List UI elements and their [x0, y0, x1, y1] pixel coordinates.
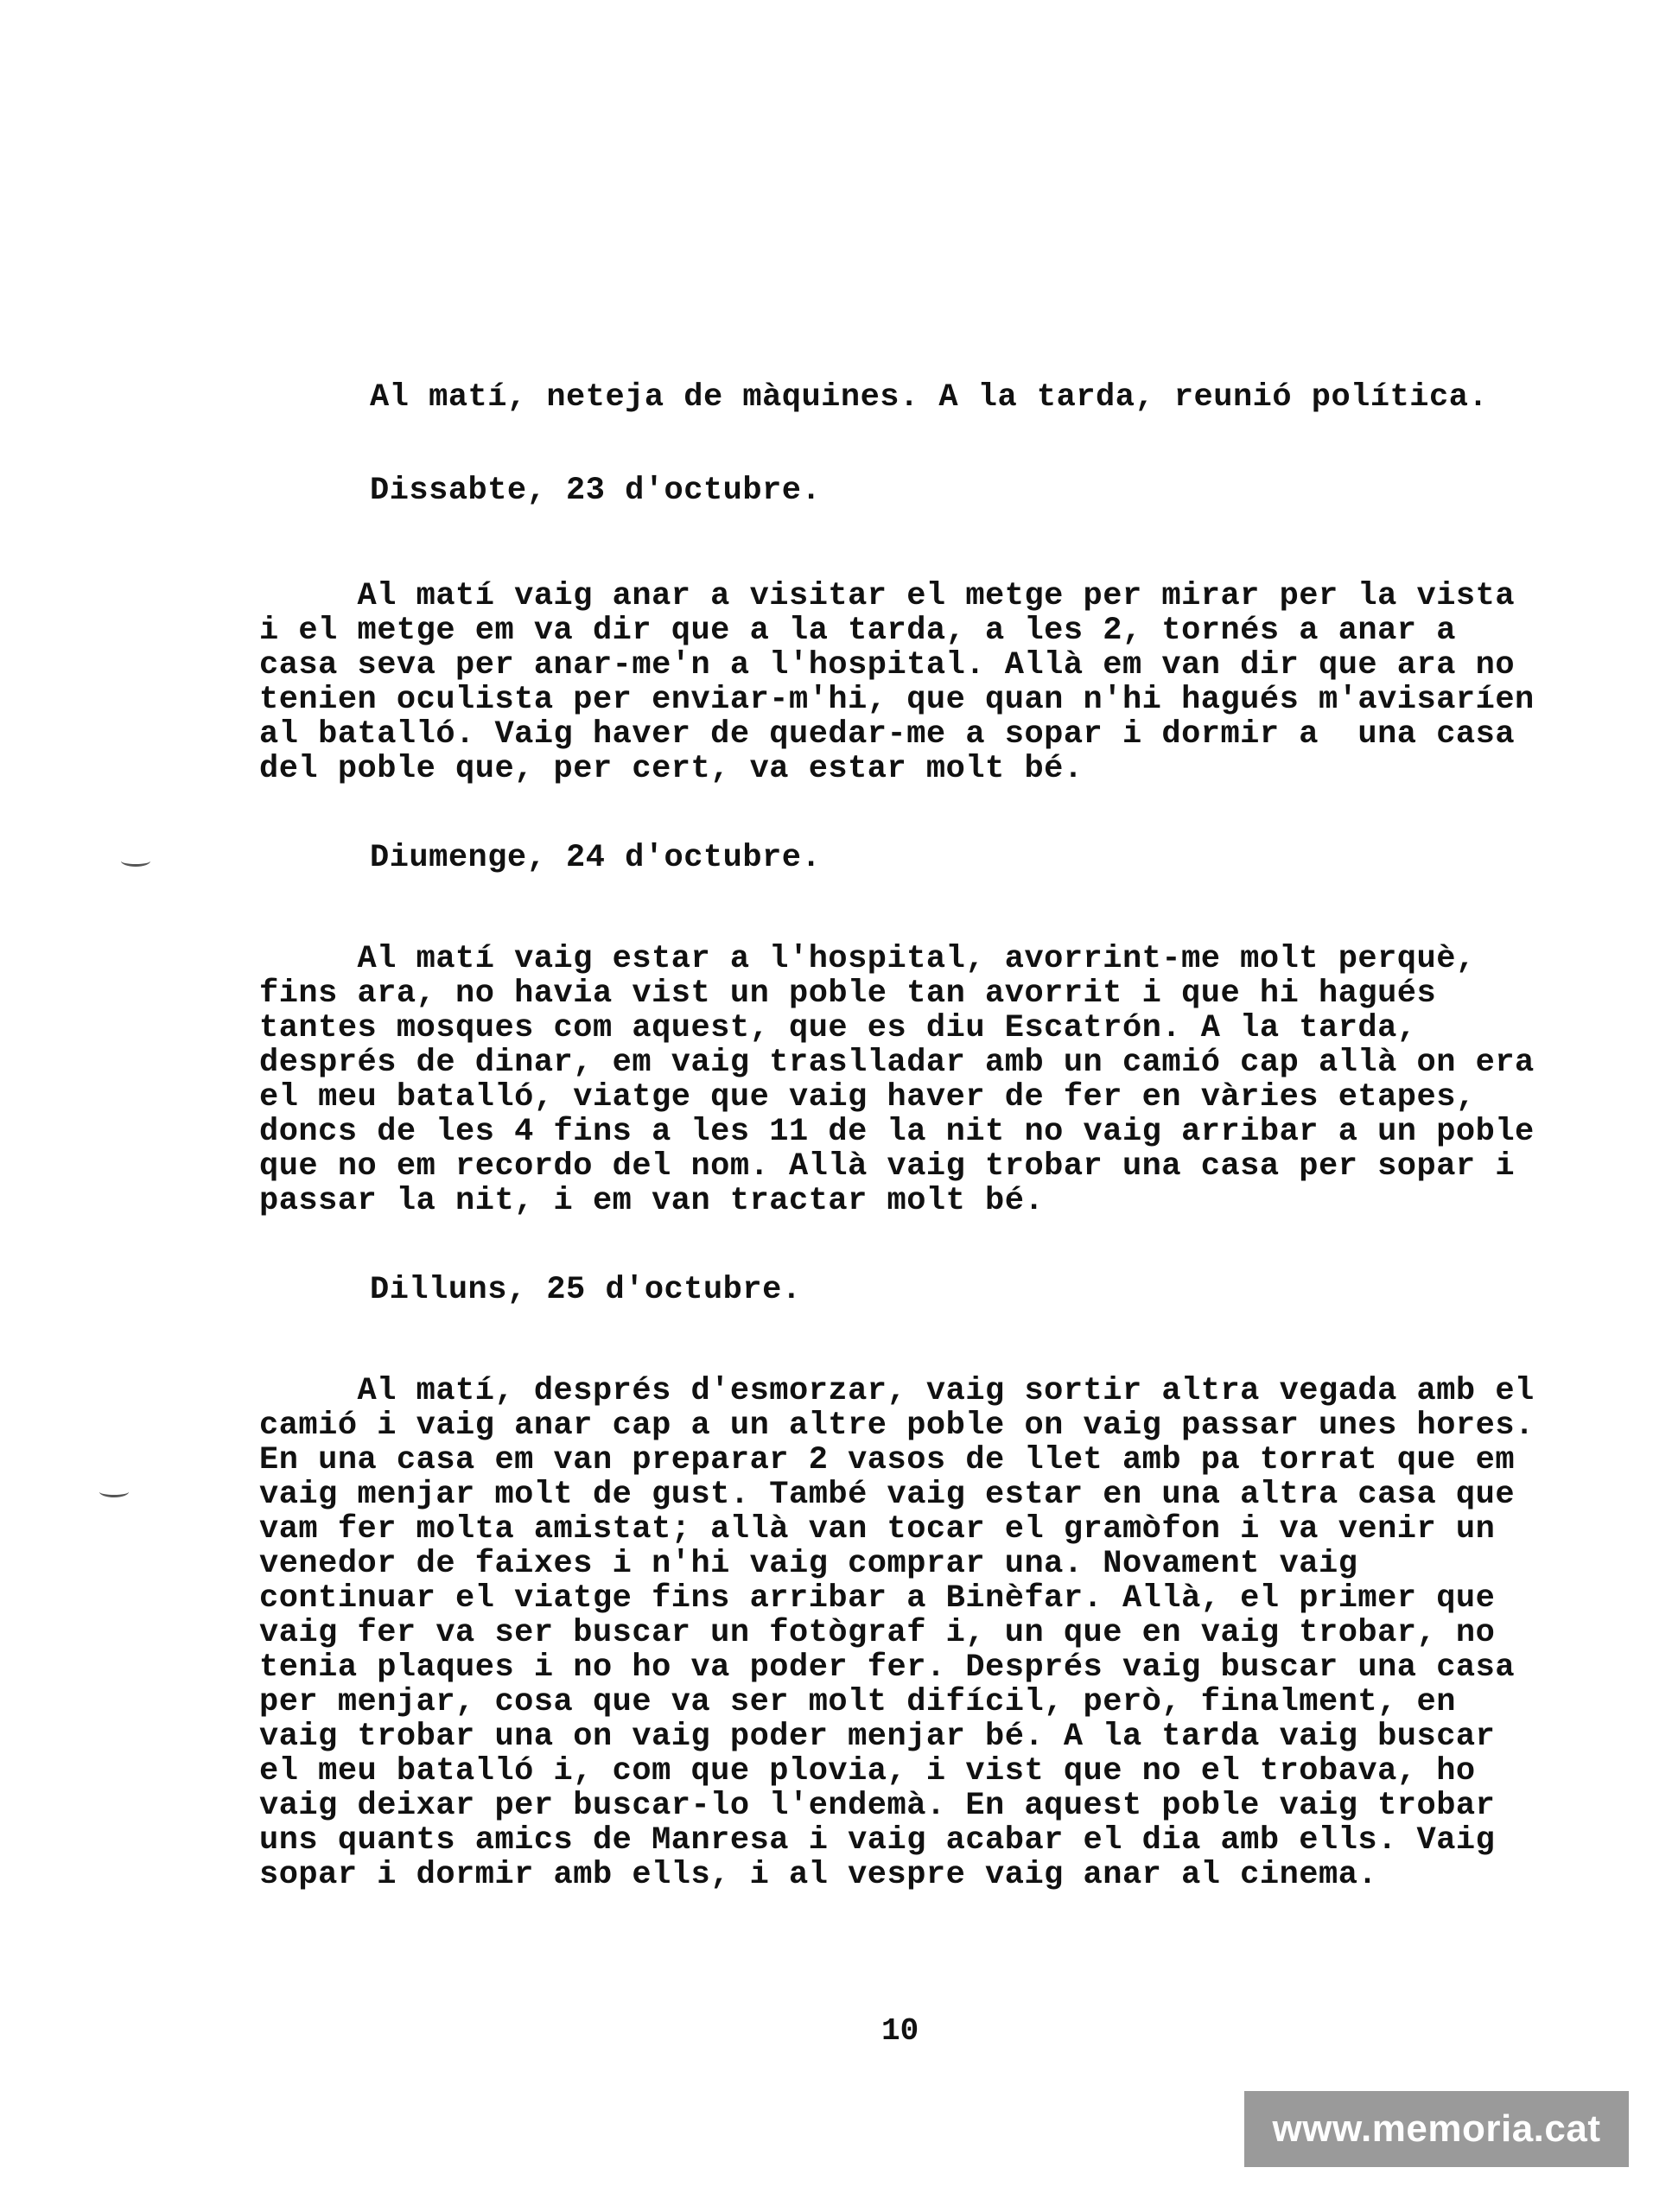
paragraph-line: Al matí, després d'esmorzar, vaig sortir altra vegada amb el [259, 1373, 1535, 1409]
paragraph-line: del poble que, per cert, va estar molt bé. [259, 751, 1084, 787]
paragraph-line: el meu batalló i, com que plovia, i vist que no el trobava, ho [259, 1753, 1476, 1789]
paragraph-line: vaig trobar una on vaig poder menjar bé. A la tarda vaig buscar [259, 1719, 1496, 1755]
paragraph-line: continuar el viatge fins arribar a Binèfar. Allà, el primer que [259, 1580, 1496, 1617]
intro-line: Al matí, neteja de màquines. A la tarda, reunió política. [370, 379, 1489, 416]
entry-heading-3: Dilluns, 25 d'octubre. [370, 1272, 802, 1308]
paragraph-line: tenia plaques i no ho va poder fer. Després vaig buscar una casa [259, 1649, 1516, 1686]
paragraph-line: Al matí vaig anar a visitar el metge per mirar per la vista [259, 578, 1516, 614]
paragraph-line: venedor de faixes i n'hi vaig comprar una. Novament vaig [259, 1546, 1358, 1582]
paragraph-line: Al matí vaig estar a l'hospital, avorrint-me molt perquè, [259, 941, 1476, 977]
paragraph-line: camió i vaig anar cap a un altre poble on vaig passar unes hores. [259, 1408, 1535, 1444]
paragraph-line: fins ara, no havia vist un poble tan avorrit i que hi hagués [259, 976, 1437, 1012]
paragraph-line: vaig fer va ser buscar un fotògraf i, un que en vaig trobar, no [259, 1615, 1496, 1651]
paragraph-line: En una casa em van preparar 2 vasos de llet amb pa torrat que em [259, 1442, 1516, 1478]
entry-paragraph-2 [259, 942, 1590, 1218]
entry-heading-2: Diumenge, 24 d'octubre. [370, 840, 822, 876]
paragraph-line: que no em recordo del nom. Allà vaig trobar una casa per sopar i [259, 1148, 1516, 1185]
entry-paragraph-1 [259, 579, 1590, 786]
paragraph-line: i el metge em va dir que a la tarda, a les 2, tornés a anar a [259, 613, 1456, 649]
paragraph-line: casa seva per anar-me'n a l'hospital. Allà em van dir que ara no [259, 647, 1516, 683]
paragraph-line: tenien oculista per enviar-m'hi, que quan n'hi hagués m'avisaríen [259, 682, 1535, 718]
scan-artifact-mark [121, 855, 150, 867]
paragraph-line: vaig deixar per buscar-lo l'endemà. En aquest poble vaig trobar [259, 1788, 1496, 1824]
paragraph-line: passar la nit, i em van tractar molt bé. [259, 1183, 1045, 1219]
paragraph-line: després de dinar, em vaig traslladar amb un camió cap allà on era [259, 1045, 1535, 1081]
paragraph-line: uns quants amics de Manresa i vaig acabar el dia amb ells. Vaig [259, 1822, 1496, 1859]
paragraph-line: vam fer molta amistat; allà van tocar el gramòfon i va venir un [259, 1511, 1496, 1548]
paragraph-line: doncs de les 4 fins a les 11 de la nit no vaig arribar a un poble [259, 1114, 1535, 1150]
paragraph-line: al batalló. Vaig haver de quedar-me a sopar i dormir a una casa [259, 716, 1516, 753]
paragraph-line: tantes mosques com aquest, que es diu Escatrón. A la tarda, [259, 1010, 1417, 1046]
entry-heading-1: Dissabte, 23 d'octubre. [370, 473, 822, 509]
paragraph-line: el meu batalló, viatge que vaig haver de fer en vàries etapes, [259, 1079, 1476, 1116]
page-number: 10 [881, 2013, 919, 2049]
entry-paragraph-3 [259, 1374, 1590, 1892]
paragraph-line: sopar i dormir amb ells, i al vespre vaig anar al cinema. [259, 1857, 1378, 1893]
watermark-logo: www.memoria.cat [1244, 2091, 1629, 2167]
scan-artifact-mark [99, 1486, 129, 1497]
paragraph-line: vaig menjar molt de gust. També vaig estar en una altra casa que [259, 1477, 1516, 1513]
paragraph-line: per menjar, cosa que va ser molt difícil, però, finalment, en [259, 1684, 1456, 1720]
